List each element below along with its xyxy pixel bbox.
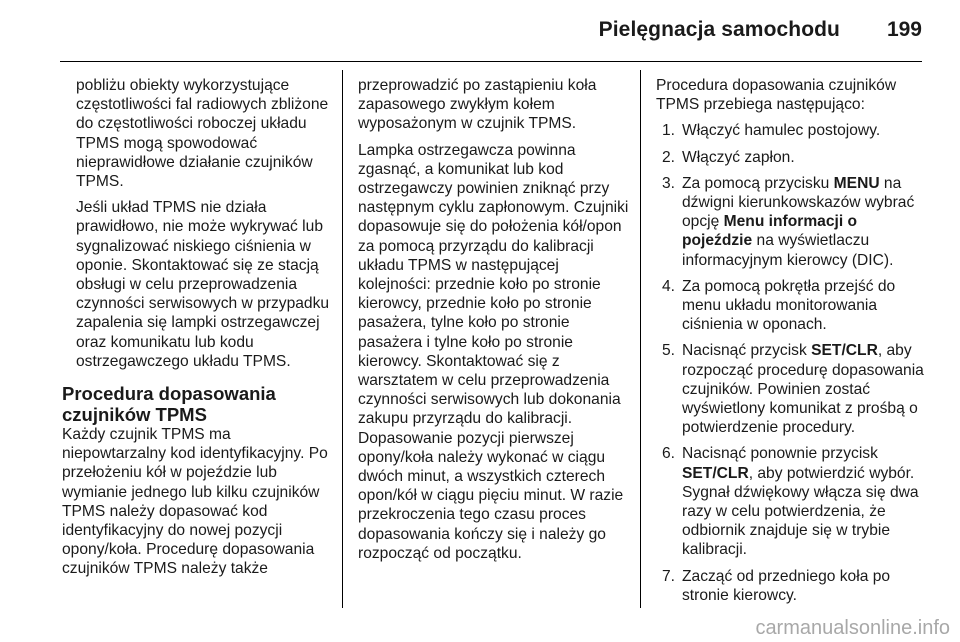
header-rule [60, 61, 922, 62]
column-3 [656, 76, 928, 612]
set-clr-button-label: SET/CLR [811, 342, 878, 360]
step-text: Zacząć od przedniego koła po stronie kierowcy. [682, 567, 891, 604]
paragraph: Każdy czujnik TPMS ma niepowtarzalny kod identyfikacyjny. Po przełożeniu kół w pojeździe lub wymianie jednego lub kilku czujników TPMS należy dopasować kod identyfikacyjny do nowej pozycji opony/koła. Procedurę dopasowania czujników TPMS należy także [62, 426, 328, 578]
column-divider-2 [640, 70, 641, 608]
column-divider-1 [342, 70, 343, 608]
paragraph: Jeśli układ TPMS nie działa prawidłowo, nie może wykrywać lub sygnalizować niskiego ciśnienia w oponie. Skontaktować się ze stacją obsługi w celu przeprowadzenia czynności serwisowych w przypadku zapalenia się lampki ostrzegawczej oraz komunikatu lub kodu ostrzegawczego układu TPMS. [76, 199, 330, 370]
step-number: 6. [662, 445, 676, 463]
step-number: 3. [662, 174, 676, 192]
step-number: 7. [662, 567, 676, 585]
page-number: 199 [886, 18, 922, 41]
step-number: 2. [662, 148, 676, 166]
section-heading: Procedura dopasowania czujników TPMS [62, 383, 276, 426]
header-title: Pielęgnacja samochodu [598, 18, 840, 41]
step-text: Nacisnąć przycisk [682, 342, 812, 360]
menu-option-label: Menu informacji o pojeździe [682, 213, 858, 250]
paragraph: Procedura dopasowania czujników TPMS przebiega następująco: [656, 77, 897, 114]
list-item [656, 567, 928, 605]
step-text: Za pomocą pokrętła przejść do menu układu monitorowania ciśnienia w oponach. [682, 277, 896, 334]
column-2 [358, 76, 630, 563]
paragraph: pobliżu obiekty wykorzystujące częstotliwości fal radiowych zbliżone do częstotliwości roboczej układu TPMS mogą spowodować nieprawidłowe działanie czujników TPMS. [76, 77, 329, 191]
paragraph: Lampka ostrzegawcza powinna zgasnąć, a komunikat lub kod ostrzegawczy powinien zniknąć przy następnym cyklu zapłonowym. Czujniki dopasowuje się do położenia kół/opon za pomocą przyrządu do kalibracji układu TPMS w następującej kolejności: przednie koło po stronie kierowcy, przednie koło po stronie pasażera, tylne koło po stronie pasażera i tylne koło po stronie kierowcy. Skontaktować się z warsztatem w celu przeprowadzenia czynności serwisowych lub dokonania zakupu przyrządu do kalibracji. Dopasowanie pozycji pierwszej opony/koła należy wykonać w ciągu dwóch minut, a wszystkich czterech opon/kół w ciągu pięciu minut. W razie przekroczenia tego czasu proces dopasowania kończy się i należy go rozpocząć od początku. [358, 141, 629, 562]
step-text: na wyświetlaczu informacyjnym kierowcy (DIC). [682, 232, 894, 269]
step-text: Włączyć hamulec postojowy. [682, 122, 881, 140]
watermark: carmanualsonline.info [755, 617, 950, 639]
step-number: 4. [662, 277, 676, 295]
step-text: , aby potwierdzić wybór. Sygnał dźwiękowy włącza się dwa razy w celu potwierdzenia, że odbiornik znajduje się w trybie kalibracji. [682, 464, 919, 559]
step-text: , aby rozpocząć procedurę dopasowania czujników. Powinien zostać wyświetlony komunikat z prośbą o potwierdzenie procedury. [682, 342, 924, 437]
list-item [656, 174, 928, 270]
list-item [656, 277, 928, 335]
step-text: na dźwigni kierunkowskazów wybrać opcję [682, 174, 915, 231]
page-header [0, 0, 960, 62]
step-number: 5. [662, 342, 676, 360]
step-text: Za pomocą przycisku [682, 174, 834, 192]
step-text: Nacisnąć ponownie przycisk [682, 445, 878, 463]
column-1 [62, 76, 332, 579]
menu-button-label: MENU [833, 174, 880, 192]
set-clr-button-label: SET/CLR [682, 464, 749, 482]
step-number: 1. [662, 122, 676, 140]
list-item [656, 121, 928, 140]
list-item [656, 148, 928, 167]
list-item [656, 341, 928, 437]
list-item [656, 444, 928, 559]
step-text: Włączyć zapłon. [682, 148, 795, 166]
paragraph: przeprowadzić po zastąpieniu koła zapasowego zwykłym kołem wyposażonym w czujnik TPMS. [358, 77, 597, 133]
steps-list [656, 121, 928, 605]
